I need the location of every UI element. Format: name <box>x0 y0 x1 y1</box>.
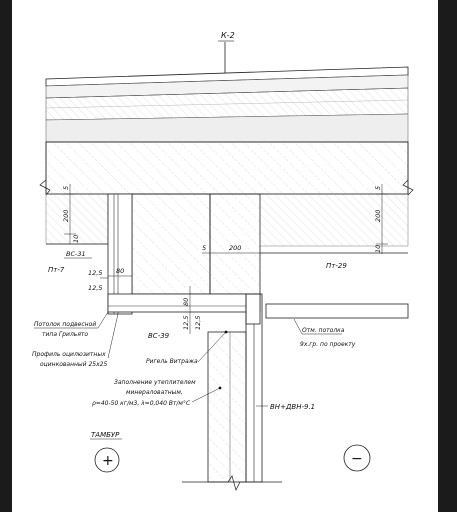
dim-12-5-b: 12,5 <box>88 284 103 292</box>
pt29-label: Пт-29 <box>326 262 347 270</box>
tambur-label: ТАМБУР <box>91 431 120 439</box>
dim-80-v: 80 <box>182 297 190 306</box>
pt7-label: Пт-7 <box>48 266 65 274</box>
k2-label: К-2 <box>221 31 235 40</box>
otm-leader <box>294 319 302 334</box>
insulated-wall <box>208 332 246 482</box>
vs39-label: ВС-39 <box>148 332 170 340</box>
vs31-label: ВС-31 <box>66 250 86 258</box>
beam-left <box>132 194 210 294</box>
dim-80-h: 80 <box>116 267 125 275</box>
dim-12-5-c: 12,5 <box>182 315 190 330</box>
minus-sign: − <box>351 451 363 467</box>
ceiling-panel-right <box>266 304 408 318</box>
window-frame-top <box>246 294 260 324</box>
dim-right-5: 5 <box>374 185 382 190</box>
fill-label-2: минераловатным, <box>126 389 183 396</box>
dim-right-10: 10 <box>374 244 382 253</box>
section-drawing <box>12 0 438 512</box>
concrete-slab <box>46 142 408 194</box>
dim-left-10: 10 <box>72 234 80 243</box>
fill-label-3: ρ=40-50 кг/м3, λ=0,040 Вт/м°С <box>92 400 191 407</box>
fill-label-1: Заполнение утеплителем <box>114 379 196 386</box>
dim-left-200: 200 <box>62 209 70 222</box>
rigel-label: Ригель Витража <box>146 358 198 365</box>
drawing-sheet <box>12 0 438 512</box>
dim-mid-5: 5 <box>202 244 207 252</box>
profile-leader <box>108 314 118 358</box>
ceiling-leader <box>98 312 108 328</box>
dim-right-200: 200 <box>374 209 382 222</box>
ceiling-label-2: типа Грильято <box>42 331 89 338</box>
profile-label-1: Профиль оцилюзитных <box>32 351 106 358</box>
profile-label-2: оцинкованный 25х25 <box>40 361 108 368</box>
plus-sign: + <box>102 453 114 469</box>
rigel-leader-dot <box>225 331 228 334</box>
dim-12-5-a: 12,5 <box>88 269 103 277</box>
dim-12-5-d: 12,5 <box>194 315 202 330</box>
otm-label-1: Отм. потолка <box>302 327 345 334</box>
ceiling-zone-right <box>260 194 408 246</box>
dim-mid-200: 200 <box>229 244 242 252</box>
vn-label: ВН+ДВН-9.1 <box>270 403 316 411</box>
otm-label-2: 9х.гр. по проекту <box>300 341 356 348</box>
fill-leader-dot <box>219 387 222 390</box>
dim-left-5: 5 <box>62 185 70 190</box>
ceiling-label-1: Потолок подвесной <box>34 321 97 328</box>
